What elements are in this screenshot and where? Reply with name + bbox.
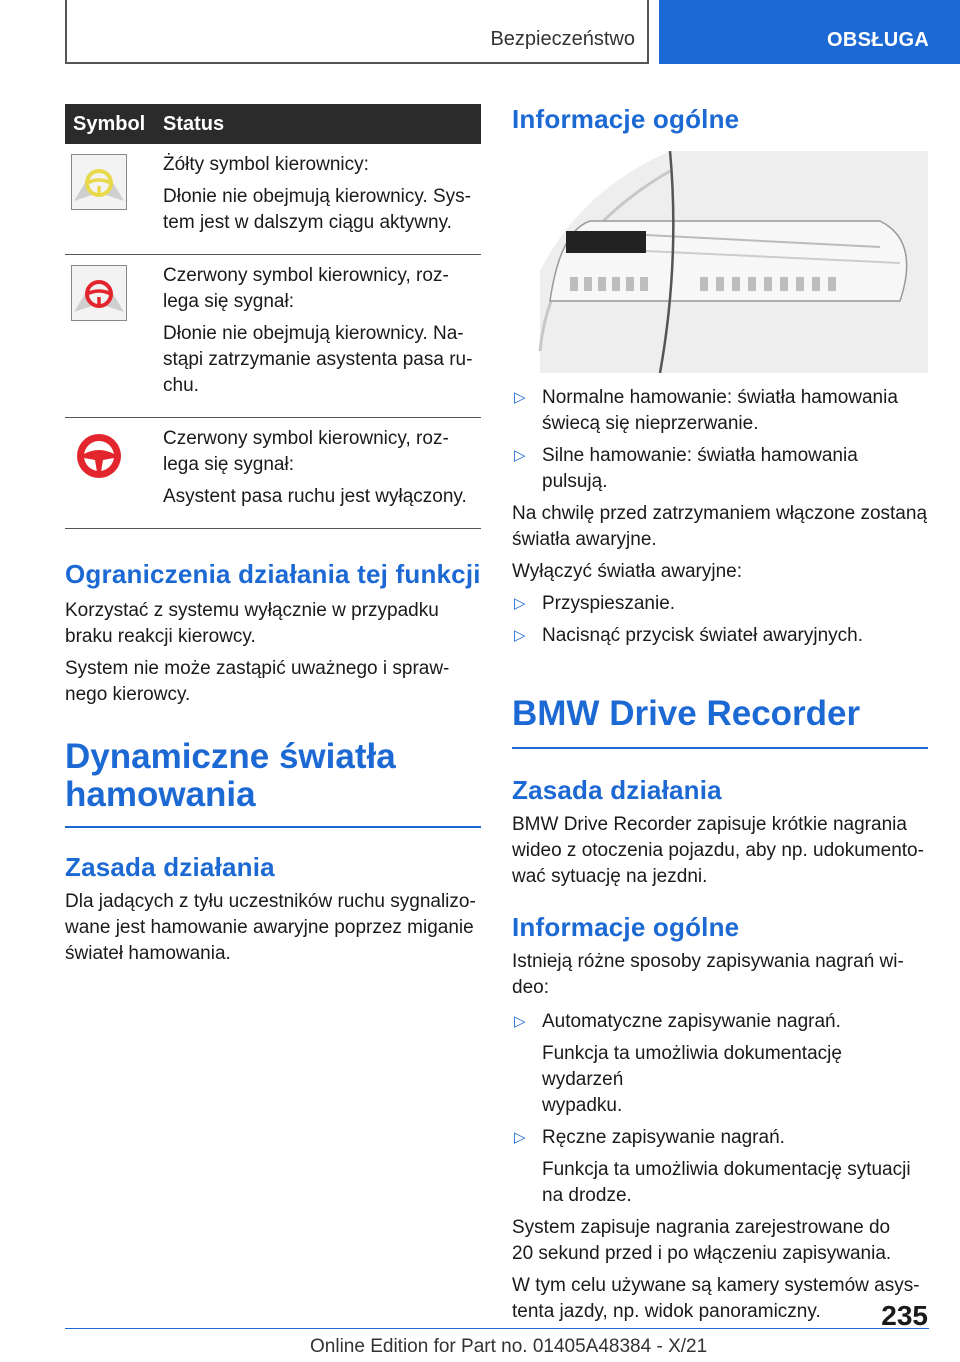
table-row [65,255,481,418]
brake-behavior-list [512,385,928,495]
row3-line1: Czerwony symbol kierownicy, roz- lega się sygnał: [163,428,449,475]
triangle-bullet-icon: ▷ [514,1013,526,1030]
steering-wheel-yellow-icon [71,154,127,210]
steering-wheel-red-icon [71,265,127,321]
recorder-heading: BMW Drive Recorder [512,694,861,733]
tail-light-image [520,151,928,373]
list-item: ▷ Nacisnąć przycisk świateł awaryjnych. [512,623,928,649]
triangle-bullet-icon: ▷ [514,595,526,612]
triangle-bullet-icon: ▷ [514,389,526,406]
list-item: ▷ Przyspieszanie. [512,591,928,617]
col-status-header: Status [159,104,481,144]
list-item: ▷ Normalne hamowanie: światła hamowania świecą się nieprzerwanie. [514,387,898,434]
table-row [65,144,481,255]
footer-edition: Online Edition for Part no. 01405A48384 - X/21 [310,1336,708,1357]
recorder-general-heading: Informacje ogólne [512,912,740,942]
brake-principle-text: Dla jadących z tyłu uczestników ruchu sygnalizo- wane jest hamowanie awaryjne poprzez miganie świateł hamowania. [65,891,476,964]
page-number: 235 [881,1300,928,1331]
steering-wheel-red-filled-icon [71,428,127,484]
col-symbol-header: Symbol [65,104,159,144]
symbol-status-table [65,104,481,529]
row2-line2: Dłonie nie obejmują kierownicy. Na- stąpi zatrzymanie asystenta pasa ru- chu. [163,323,473,396]
left-column [65,104,481,967]
footer-divider [65,1328,929,1329]
header-section-title: Bezpieczeństwo [490,28,635,50]
limits-text-2: System nie może zastąpić uważnego i spraw- nego kierowcy. [65,658,450,705]
row1-line2: Dłonie nie obejmują kierownicy. Sys- tem jest w dalszym ciągu aktywny. [163,186,471,233]
list-item: ▷ Automatyczne zapisywanie nagrań. Funkcja ta umożliwia dokumentację wydarzeń wypadku. [514,1011,842,1116]
row1-line1: Żółty symbol kierownicy: [163,154,369,175]
header-chapter-label: OBSŁUGA [827,29,930,51]
recorder-duration-text: System zapisuje nagrania zarejestrowane do 20 sekund przed i po włączeniu zapisywania. [512,1217,892,1264]
hazard-off-list [512,591,928,649]
hazard-off-text: Wyłączyć światła awaryjne: [512,561,743,582]
triangle-bullet-icon: ▷ [514,447,526,464]
triangle-bullet-icon: ▷ [514,627,526,644]
limits-text-1: Korzystać z systemu wyłącznie w przypadku braku reakcji kierowcy. [65,600,439,647]
row3-line2: Asystent pasa ruchu jest wyłączony. [163,486,467,507]
hazard-info-text: Na chwilę przed zatrzymaniem włączone zostaną światła awaryjne. [512,503,928,550]
recorder-general-text: Istnieją różne sposoby zapisywania nagrań wi- deo: [512,951,904,998]
table-row [65,418,481,529]
list-item: ▷ Ręczne zapisywanie nagrań. Funkcja ta umożliwia dokumentację sytuacji na drodze. [514,1127,911,1206]
triangle-bullet-icon: ▷ [514,1129,526,1146]
general-heading: Informacje ogólne [512,104,740,134]
header-chapter-tab[interactable] [659,0,960,64]
right-column [512,104,928,1325]
recorder-principle-text: BMW Drive Recorder zapisuje krótkie nagrania wideo z otoczenia pojazdu, aby np. udokumento- wać sytuację na jezdni. [512,814,924,887]
recording-modes-list [512,1009,928,1209]
section-divider [512,747,928,749]
brake-principle-heading: Zasada działania [65,852,275,882]
recorder-principle-heading: Zasada działania [512,775,722,805]
brake-lights-heading: Dynamiczne światła hamowania [65,737,396,814]
recorder-cameras-text: W tym celu używane są kamery systemów asys- tenta jazdy, np. widok panoramiczny. [512,1275,920,1322]
header-section-box [65,0,649,64]
list-item: ▷ Silne hamowanie: światła hamowania pulsują. [514,445,858,492]
row2-line1: Czerwony symbol kierownicy, roz- lega się sygnał: [163,265,449,312]
limits-heading: Ograniczenia działania tej funkcji [65,559,481,589]
section-divider [65,826,481,828]
